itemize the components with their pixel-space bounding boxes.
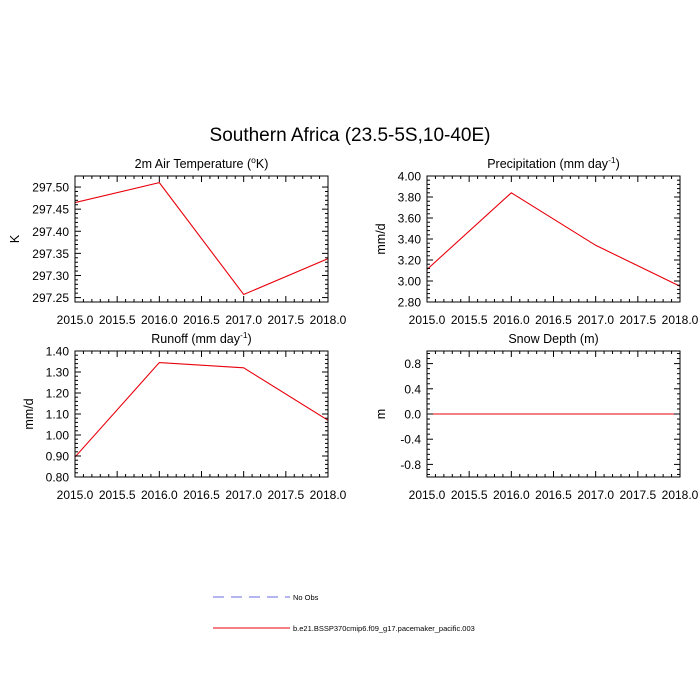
y-tick-label: 3.00 xyxy=(397,274,421,289)
chart-title-sup: o xyxy=(251,155,256,165)
x-tick-label: 2016.0 xyxy=(492,313,530,327)
chart-title-main: Precipitation (mm day xyxy=(487,157,609,171)
plot-frame xyxy=(427,176,680,302)
y-tick-label: 297.40 xyxy=(32,224,69,239)
chart-panel-3 xyxy=(22,330,347,502)
y-tick-label: 0.8 xyxy=(404,357,421,372)
x-tick-label: 2016.5 xyxy=(535,313,572,327)
y-tick-label: 297.30 xyxy=(32,268,69,283)
y-tick-label: 1.00 xyxy=(45,428,69,443)
chart-title xyxy=(487,155,620,171)
y-tick-label: 3.20 xyxy=(397,253,421,268)
x-tick-label: 2016.0 xyxy=(140,313,178,327)
y-tick-label: -0.4 xyxy=(400,432,421,447)
series-line-1 xyxy=(427,193,680,286)
y-tick-label: 0.0 xyxy=(404,407,421,422)
y-tick-label: 0.4 xyxy=(404,382,421,397)
chart-title xyxy=(151,330,251,346)
x-tick-label: 2018.0 xyxy=(309,488,347,502)
legend-label: No Obs xyxy=(293,593,319,602)
chart-title-main: Runoff (mm day xyxy=(151,332,240,346)
x-tick-label: 2016.5 xyxy=(183,313,220,327)
x-tick-label: 2016.0 xyxy=(140,488,178,502)
y-axis-label: mm/d xyxy=(22,398,36,430)
y-tick-label: 297.50 xyxy=(32,180,69,195)
x-tick-label: 2017.5 xyxy=(619,488,657,502)
y-tick-label: 297.45 xyxy=(32,202,69,217)
x-tick-label: 2015.0 xyxy=(408,488,446,502)
y-tick-label: 297.35 xyxy=(32,246,69,261)
x-tick-label: 2016.5 xyxy=(535,488,572,502)
x-tick-label: 2018.0 xyxy=(661,313,699,327)
chart-title xyxy=(135,155,269,171)
x-tick-label: 2018.0 xyxy=(661,488,699,502)
chart-panel-4 xyxy=(374,332,699,502)
y-tick-label: 1.40 xyxy=(45,344,69,359)
y-tick-label: 4.00 xyxy=(397,169,421,184)
legend-label: b.e21.BSSP370cmip6.f09_g17.pacemaker_pacific.003 xyxy=(293,624,475,633)
x-tick-label: 2015.5 xyxy=(450,488,488,502)
legend-item-1 xyxy=(213,593,319,602)
chart-title-sup: -1 xyxy=(608,155,616,165)
chart-panel-2 xyxy=(374,155,699,327)
x-tick-label: 2015.5 xyxy=(98,488,136,502)
x-tick-label: 2016.0 xyxy=(492,488,530,502)
y-tick-label: 1.30 xyxy=(45,365,69,380)
y-tick-label: 297.25 xyxy=(32,291,69,306)
y-tick-label: 1.10 xyxy=(45,407,69,422)
x-tick-label: 2017.0 xyxy=(577,488,615,502)
y-tick-label: 0.80 xyxy=(45,470,69,485)
x-tick-label: 2015.5 xyxy=(98,313,136,327)
y-axis-label: m xyxy=(374,408,388,420)
x-tick-label: 2015.0 xyxy=(56,488,94,502)
x-tick-label: 2017.5 xyxy=(619,313,657,327)
y-tick-label: 3.40 xyxy=(397,232,421,247)
y-tick-label: 3.60 xyxy=(397,211,421,226)
x-tick-label: 2017.0 xyxy=(577,313,615,327)
chart-title-main: Snow Depth (m) xyxy=(508,332,599,346)
panels xyxy=(8,155,699,502)
y-axis-label: K xyxy=(8,234,22,244)
y-tick-label: -0.8 xyxy=(400,457,421,472)
y-tick-label: 0.90 xyxy=(45,449,69,464)
chart-title-sup: -1 xyxy=(239,330,248,340)
chart-title-main: 2m Air Temperature ( xyxy=(134,157,252,171)
chart-panel-1 xyxy=(8,155,347,327)
x-tick-label: 2015.0 xyxy=(408,313,446,327)
legend-item-2 xyxy=(213,624,475,633)
x-tick-label: 2017.5 xyxy=(267,313,305,327)
chart-title-tail: K) xyxy=(255,157,269,171)
x-tick-label: 2016.5 xyxy=(183,488,220,502)
x-tick-label: 2018.0 xyxy=(309,313,347,327)
y-tick-label: 2.80 xyxy=(397,295,421,310)
x-tick-label: 2017.0 xyxy=(225,488,263,502)
legend xyxy=(213,593,475,633)
series-line-1 xyxy=(75,363,328,458)
chart-title-tail: ) xyxy=(615,157,620,171)
chart-title-tail: ) xyxy=(247,332,252,346)
x-tick-label: 2015.5 xyxy=(450,313,488,327)
chart-title xyxy=(508,332,598,346)
figure-title: Southern Africa (23.5-5S,10-40E) xyxy=(209,125,491,146)
x-tick-label: 2017.5 xyxy=(267,488,305,502)
x-tick-label: 2017.0 xyxy=(225,313,263,327)
y-axis-label: mm/d xyxy=(374,223,388,255)
y-tick-label: 3.80 xyxy=(397,190,421,205)
y-tick-label: 1.20 xyxy=(45,386,69,401)
series-line-1 xyxy=(75,183,328,295)
x-tick-label: 2015.0 xyxy=(56,313,94,327)
